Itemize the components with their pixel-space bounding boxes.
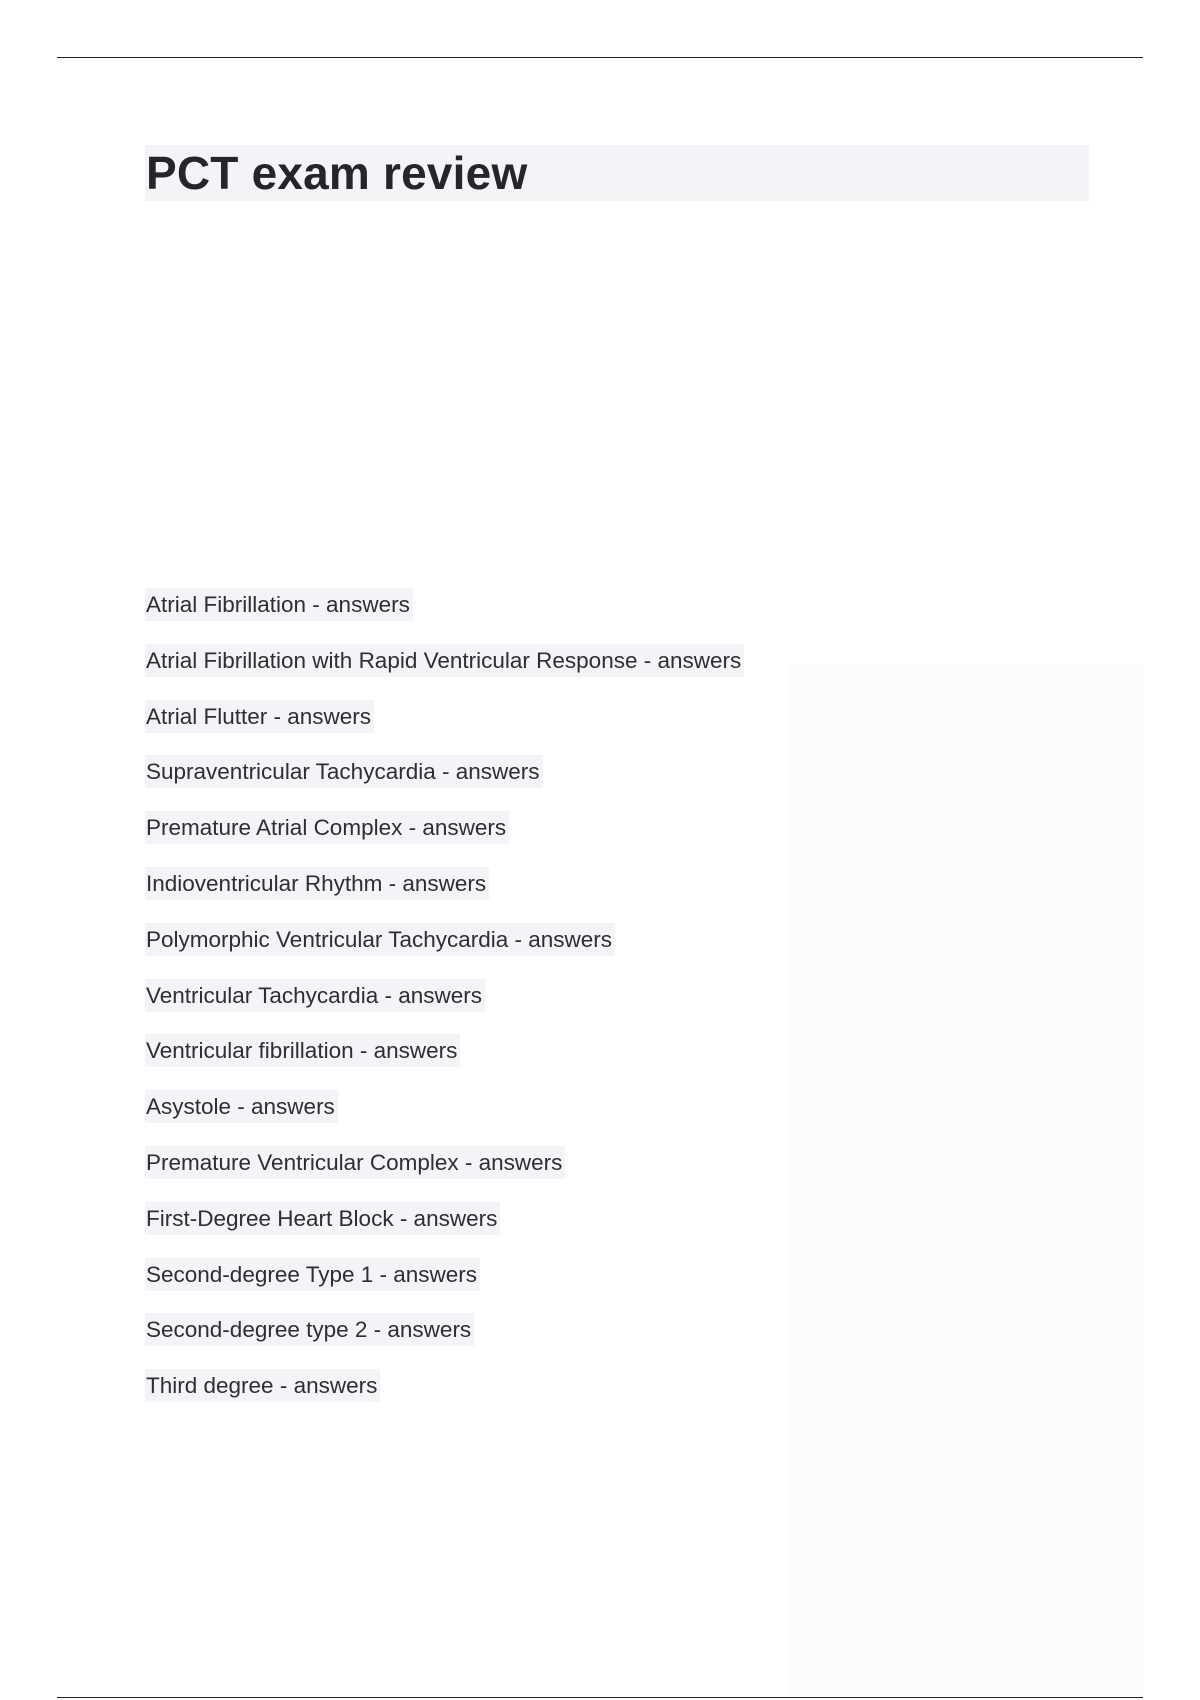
text-highlight-region	[788, 665, 1143, 1695]
list-item: Indioventricular Rhythm - answers	[145, 867, 489, 900]
list-item: Ventricular fibrillation - answers	[145, 1034, 460, 1067]
list-item: Premature Atrial Complex - answers	[145, 811, 509, 844]
list-item: Atrial Flutter - answers	[145, 700, 374, 733]
list-item: Supraventricular Tachycardia - answers	[145, 755, 543, 788]
list-item: Atrial Fibrillation with Rapid Ventricular Response - answers	[145, 644, 744, 677]
list-item: Second-degree Type 1 - answers	[145, 1258, 480, 1291]
list-item: Atrial Fibrillation - answers	[145, 588, 413, 621]
footer-rule	[57, 1697, 1143, 1698]
list-item: Ventricular Tachycardia - answers	[145, 979, 485, 1012]
header-rule	[57, 57, 1143, 58]
review-list	[145, 588, 744, 1425]
list-item: Third degree - answers	[145, 1369, 380, 1402]
list-item: Premature Ventricular Complex - answers	[145, 1146, 565, 1179]
list-item: Second-degree type 2 - answers	[145, 1313, 474, 1346]
page-title: PCT exam review	[146, 147, 528, 199]
list-item: Asystole - answers	[145, 1090, 338, 1123]
list-item: First-Degree Heart Block - answers	[145, 1202, 500, 1235]
list-item: Polymorphic Ventricular Tachycardia - answers	[145, 923, 615, 956]
